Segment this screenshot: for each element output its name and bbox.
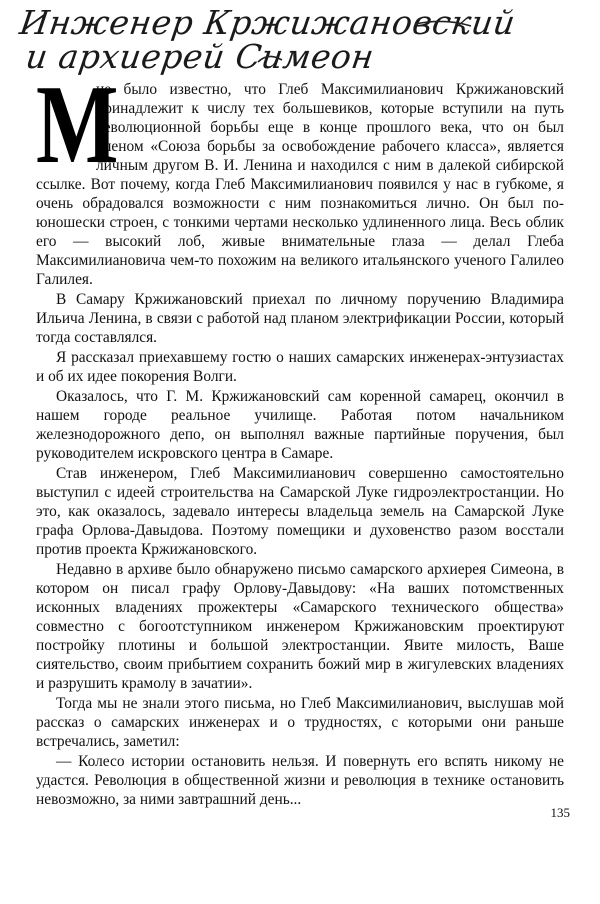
paragraph-1 [36,63,564,289]
paragraph-8: — Колесо истории остановить нельзя. И повернуть его вспять никому не удастся. Революция в общественной жизни и революция в технике остановить невозможно, за ними завтрашний день... [36,753,564,808]
paragraph-1-text: не было известно, что Глеб Максимилианович Кржижановский принадлежит к числу тех большевиков, которые вступили на путь революционной борьбы еще в конце прошлого века, что он был членом «Союза борьбы за освобождение рабочего класса», является личным другом В. И. Ленина и находился с ним в далекой сибирской ссылке. Вот почему, когда Глеб Максимилианович появился у нас в губкоме, я очень обрадовался возможности с ним познакомиться лично. Он был по-юношески строен, с тонкими чертами несколько удлиненного лица. Весь облик его — высокий лоб, живые внимательные глаза — делал Глеба Максимилиановича чем-то похожим на великого итальянского ученого Галилео Галилея. [36,81,564,288]
page-number: 135 [550,805,570,820]
chapter-title-line-2: и архиерей Симеон [23,37,377,76]
article-body [36,63,564,810]
paragraph-6: Недавно в архиве было обнаружено письмо самарского архиерея Симеона, в котором он писал графу Орлову-Давыдову: «На ваших потомственных исконных владениях прожектеры «Самарского технического общества» совместно с богоотступником инженером Кржижановским проектируют постройку плотины и большой электростанции. Явите милость, Ваше сиятельство, своим прибытием сохранить божий мир в жигулевских владениях и разрушить крамолу в зачатии». [36,561,564,692]
chapter-title-line-1: Инженер Кржижановский [17,3,518,42]
paragraph-3: Я рассказал приехавшему гостю о наших самарских инженерах-энтузиастах и об их идее покорения Волги. [36,349,564,385]
paragraph-7: Тогда мы не знали этого письма, но Глеб Максимилианович, выслушав мой рассказ о самарских инженерах и о трудностях, с которыми они раньше встречались, заметил: [36,695,564,750]
paragraph-4: Оказалось, что Г. М. Кржижановский сам коренной самарец, окончил в нашем городе реальное училище. Работая потом начальником железнодорожного депо, он выполнял важные партийные поручения, был руководителем искровского центра в Самаре. [36,388,564,462]
drop-cap: М [36,63,119,187]
paragraph-2: В Самару Кржижановский приехал по личному поручению Владимира Ильича Ленина, в связи с работой над планом электрификации России, который тогда составлялся. [36,291,564,346]
paragraph-5: Став инженером, Глеб Максимилианович совершенно самостоятельно выступил с идеей строительства на Самарской Луке гидроэлектростанции. Но это, как оказалось, задевало интересы владельца земель на Самарской Луке графа Орлова-Давыдова. Поэтому помещики и духовенство разом восстали против проекта Кржижановского. [36,465,564,558]
